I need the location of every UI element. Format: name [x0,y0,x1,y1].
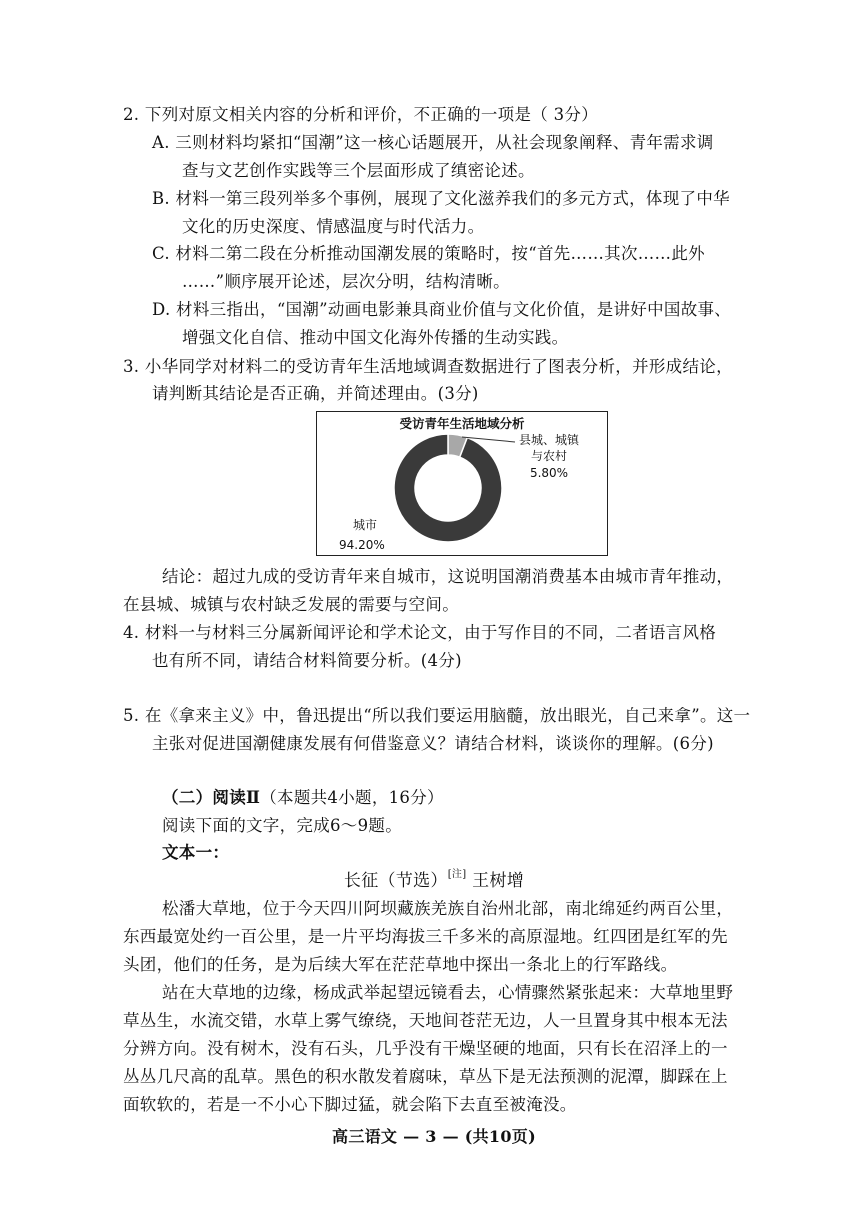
chart-slice-1 [394,434,502,542]
article-p2-line3: 分辨方向。没有树木，没有石头，几乎没有干燥坚硬的地面，只有长在沼泽上的一 [123,1039,728,1058]
section2-heading-detail: （本题共4小题，16分） [260,788,444,807]
section2-instruction: 阅读下面的文字，完成6～9题。 [162,816,402,835]
article-p2-line4: 丛丛几尺高的乱草。黑色的积水散发着腐味，草丛下是无法预测的泥潭，脚踩在上 [123,1067,728,1086]
q2-option-d-line1: D. 材料三指出，“国潮”动画电影兼具商业价值与文化价值，是讲好中国故事、 [152,300,732,319]
article-title: 长征（节选） [343,871,448,891]
text-one-label: 文本一： [162,843,230,862]
article-p1-line1: 松潘大草地，位于今天四川阿坝藏族羌族自治州北部，南北绵延约两百公里， [162,899,734,918]
chart-value-large: 94.20% [339,538,385,552]
article-author: 王树增 [472,871,525,891]
q2-stem: 2. 下列对原文相关内容的分析和评价，不正确的一项是（ 3分） [123,105,599,124]
q5-line1: 5. 在《拿来主义》中，鲁迅提出“所以我们要运用脑髓，放出眼光，自己来拿”。这一 [123,706,751,725]
q2-option-b-line1: B. 材料一第三段列举多个事例，展现了文化滋养我们的多元方式，体现了中华 [152,189,730,208]
q2-option-d-line2: 增强文化自信、推动中国文化海外传播的生动实践。 [182,328,569,347]
q2-option-b-line2: 文化的历史深度、情感温度与时代活力。 [182,217,485,236]
article-p1-line2: 东西最宽处约一百公里，是一片平均海拔三千多米的高原湿地。红四团是红军的先 [123,927,728,946]
donut-chart-svg [317,412,607,555]
chart-value-small: 5.80% [529,466,569,480]
article-p2-line1: 站在大草地的边缘，杨成武举起望远镜看去，心情骤然紧张起来：大草地里野 [162,983,734,1002]
article-title-line [0,870,868,892]
chart-label-large: 城市 [353,518,378,532]
article-p2-line5: 面软软的，若是一不小心下脚过猛，就会陷下去直至被淹没。 [123,1095,577,1114]
chart-label-small-0: 县城、城镇 [518,433,580,447]
article-note-mark: [注] [447,869,467,880]
q3-line1: 3. 小华同学对材料二的受访青年生活地域调查数据进行了图表分析，并形成结论， [123,357,733,376]
q2-option-a-line1: A. 三则材料均紧扣“国潮”这一核心话题展开，从社会现象阐释、青年需求调 [152,133,714,152]
chart-title: 受访青年生活地域分析 [399,416,525,431]
section2-heading [162,787,444,809]
q4-line1: 4. 材料一与材料三分属新闻评论和学术论文，由于写作目的不同，二者语言风格 [123,623,717,642]
section2-heading-label: （二）阅读Ⅱ [162,788,261,807]
q2-option-a-line2: 查与文艺创作实践等三个层面形成了缜密论述。 [182,161,535,180]
q2-option-c-line1: C. 材料二第二段在分析推动国潮发展的策略时，按“首先……其次……此外 [152,244,705,263]
q5-line2: 主张对促进国潮健康发展有何借鉴意义？请结合材料，谈谈你的理解。(6分) [152,734,714,753]
q3-conclusion-line1: 结论：超过九成的受访青年来自城市，这说明国潮消费基本由城市青年推动， [162,567,734,586]
q3-conclusion-line2: 在县城、城镇与农村缺乏发展的需要与空间。 [123,595,459,614]
q2-option-c-line2: ……”顺序展开论述，层次分明，结构清晰。 [182,272,510,291]
chart-label-small-1: 与农村 [530,449,568,463]
page-footer: 高三语文 — 3 — (共10页) [332,1127,536,1146]
q4-line2: 也有所不同，请结合材料简要分析。(4分) [152,651,462,670]
q3-line2: 请判断其结论是否正确，并简述理由。(3分) [152,384,479,403]
donut-chart [316,411,608,556]
article-p1-line3: 头团，他们的任务，是为后续大军在茫茫草地中探出一条北上的行军路线。 [123,955,678,974]
article-p2-line2: 草丛生，水流交错，水草上雾气缭绕，天地间苍茫无边，人一旦置身其中根本无法 [123,1011,728,1030]
